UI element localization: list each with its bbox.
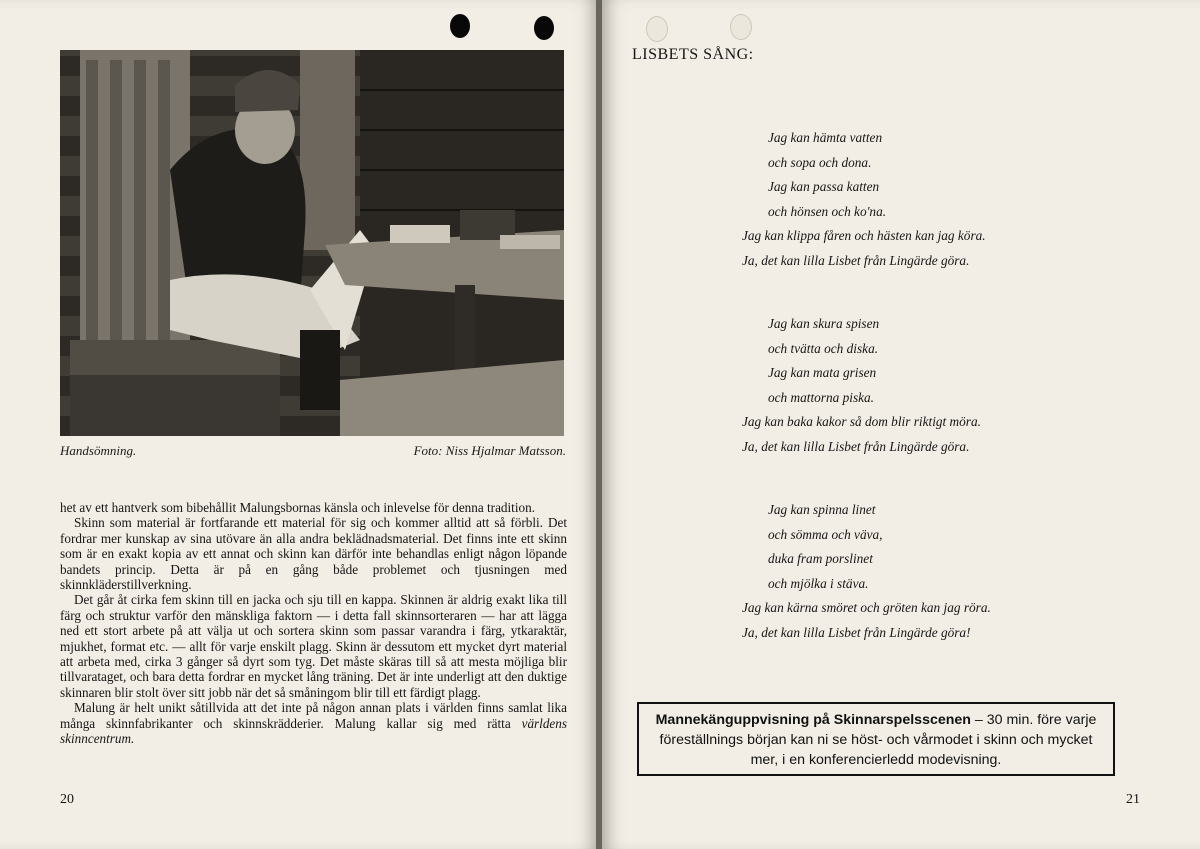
stanza-line: Ja, det kan lilla Lisbet från Lingärde göra. [742,438,970,454]
paragraph: Skinn som material är fortfarande ett material för sig och kommer alltid att så förbli. Det fordrar mer kunskap av sina utövare än alla andra beklädnadsmaterial. Det finns inte ett skinn som är en exakt kopia av ett annat och skinn kan därför inte behandlas enligt någon löpande bandets princip. Detta är på en gång både problemet och tjusningen med skinnkläderstillverkning. [60,515,567,593]
stanza-line: Jag kan spinna linet [768,502,876,517]
fashion-show-notice [637,702,1115,776]
stanza-line: Jag kan kärna smöret och gröten kan jag röra. [742,600,991,615]
stanza [742,498,1062,645]
emphasis-text: världens skinncentrum. [60,715,568,747]
article-text [60,500,567,747]
stanza-line: Jag kan skura spisen [768,316,880,331]
paragraph: Det går åt cirka fem skinn till en jacka och sju till en kappa. Skinnen är aldrig exakt lika till färg och struktur varför den mänskliga faktorn — i detta fall skinnsorteraren — har att lägga ned ett stort arbete på att välja ut och sortera skinn som passar varandra i färg, ytkaraktär, mjukhet, format etc. — allt för varje enskilt plagg. Skinn är dessutom ett mycket dyrt material att arbeta med, cirka 3 gånger så dyrt som tyg. Det måste skäras till så att mesta möjliga blir tillvarataget, och bara detta fordrar en mycket lång träning. Det är inte underligt att den duktige skinnaren blir stolt över sitt jobb när det så småningom blir till ett färdigt plagg. [60,592,567,700]
punch-hole [646,16,668,42]
song-title: LISBETS SÅNG: [632,46,754,63]
stanza-line: Jag kan klippa fåren och hästen kan jag köra. [742,228,986,243]
photo-credit: Foto: Niss Hjalmar Matsson. [413,443,566,458]
stanza-line: och hönsen och ko'na. [768,203,887,219]
stanza-line: och mattorna piska. [768,389,874,405]
photo-caption: Handsömning. [60,443,137,458]
stanza [742,126,1062,273]
stanza-line: Jag kan hämta vatten [768,130,883,145]
paragraph: het av ett hantverk som bibehållit Malungsbornas känsla och inlevelse för denna tradition. [60,500,535,515]
photo-hand-sewing [60,50,564,436]
notice-text: – 30 min. före varje föreställnings början kan ni se höst- och vårmodet i skinn och mycket mer, i en konferencierledd modevisning. [659,712,1097,768]
stanza-line: Ja, det kan lilla Lisbet från Lingärde göra. [742,252,970,268]
paragraph [60,700,567,746]
page-number: 20 [60,792,74,807]
stanza-line: och tvätta och diska. [768,340,879,356]
stanza-line: Jag kan passa katten [768,179,880,194]
stanza-line: Ja, det kan lilla Lisbet från Lingärde göra! [742,624,971,640]
stanza-line: duka fram porslinet [768,551,873,566]
stanza-line: och mjölka i stäva. [768,575,869,591]
stanza [742,312,1062,459]
page-number: 21 [1126,792,1140,807]
punch-hole [730,14,752,40]
stanza-line: Jag kan baka kakor så dom blir riktigt möra. [742,414,981,429]
stanza-line: och sopa och dona. [768,154,872,170]
punch-hole [534,16,554,40]
punch-hole [450,14,470,38]
stanza-line: Jag kan mata grisen [768,365,877,380]
paragraph-text: Malung är helt unikt såtillvida att det inte på någon annan plats i världen finns samlat lika många skinnfabrikanter och skinnskrädderier. Malung kallar sig med rätta [60,700,567,731]
photo-illustration [60,50,564,436]
notice-heading: Mannekänguppvisning på Skinnarspelsscenen [655,712,971,728]
left-page [0,0,598,849]
stanza-line: och sömma och väva, [768,526,883,542]
